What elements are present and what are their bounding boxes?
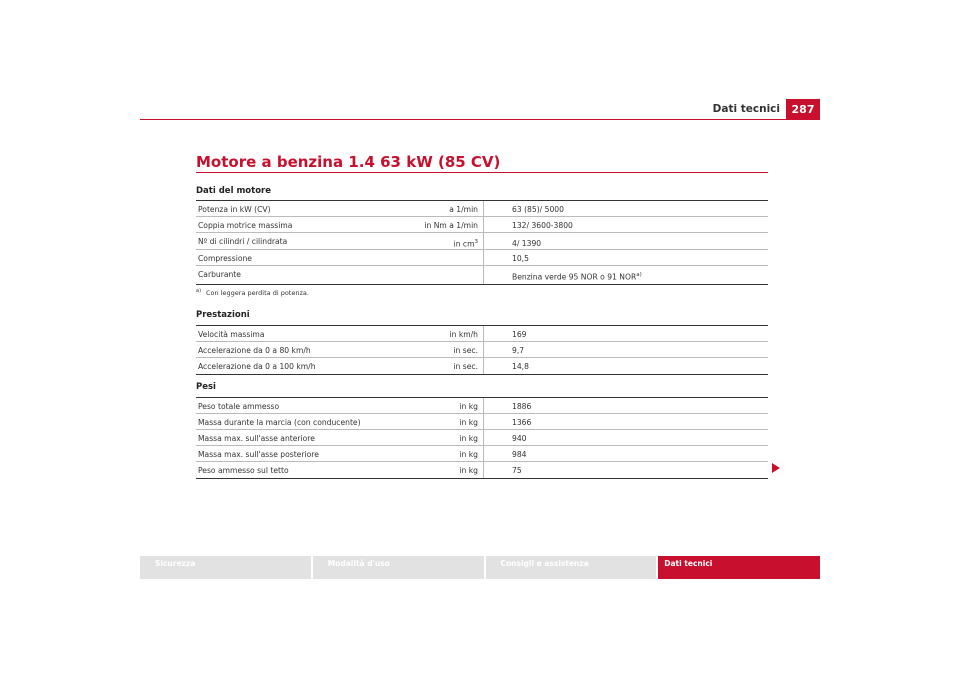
row-label: Potenza in kW (CV) [198,205,271,214]
row-unit: in km/h [449,330,478,339]
section-title: Motore a benzina 1.4 63 kW (85 CV) [196,153,501,171]
row-value [512,272,642,282]
table-row [196,233,768,250]
section-title-rule [196,172,768,173]
row-value: 984 [512,450,527,459]
unit-superscript: 3 [474,239,478,245]
tab-modalita-uso[interactable]: Modalità d'uso [313,556,484,579]
row-value: 75 [512,466,522,475]
row-unit: in kg [459,450,478,459]
table-row [196,446,768,462]
row-label: Peso totale ammesso [198,402,280,411]
row-value: 4/ 1390 [512,239,542,248]
row-unit: in kg [459,466,478,475]
row-unit [454,239,478,249]
footnote-marker: a) [196,288,202,294]
row-label: Compressione [198,254,252,263]
row-value: 14,8 [512,362,529,371]
footnote-ref: a) [636,272,642,278]
tab-sicurezza[interactable]: Sicurezza [140,556,311,579]
page-number: 287 [786,99,820,119]
row-value: 132/ 3600-3800 [512,221,573,230]
table-row [196,430,768,446]
performance-table [196,325,768,375]
table-row [196,326,768,342]
table-row [196,462,768,478]
table-row [196,414,768,430]
row-value: 63 (85)/ 5000 [512,205,564,214]
row-label: Peso ammesso sul tetto [198,466,289,475]
engine-table [196,200,768,285]
row-unit: a 1/min [449,205,478,214]
header-rule [140,119,820,120]
unit-text: in cm [453,239,475,249]
footnote-text: Con leggera perdita di potenza. [206,289,309,298]
triangle-right-icon[interactable] [772,463,780,473]
footer-nav [140,556,820,579]
value-text: Benzina verde 95 NOR o 91 NOR [512,272,637,282]
table-row [196,358,768,374]
row-label: Massa max. sull'asse posteriore [198,450,319,459]
row-label: Coppia motrice massima [198,221,293,230]
row-label: Carburante [198,270,241,279]
weights-heading: Pesi [196,382,216,392]
row-unit: in Nm a 1/min [424,221,478,230]
row-value: 9,7 [512,346,525,355]
row-label: Velocità massima [198,330,265,339]
weights-table [196,397,768,479]
row-unit: in kg [459,434,478,443]
header-title: Dati tecnici [712,103,780,115]
row-value: 1886 [512,402,532,411]
footnote [196,288,309,297]
row-unit: in kg [459,418,478,427]
engine-heading: Dati del motore [196,186,272,196]
row-unit: in sec. [453,362,478,371]
row-value: 940 [512,434,527,443]
performance-heading: Prestazioni [196,310,250,320]
row-label: Accelerazione da 0 a 80 km/h [198,346,311,355]
row-value: 169 [512,330,527,339]
table-row [196,250,768,266]
row-label: Massa max. sull'asse anteriore [198,434,315,443]
row-value: 1366 [512,418,532,427]
table-row [196,266,768,284]
row-label: Accelerazione da 0 a 100 km/h [198,362,316,371]
table-row [196,201,768,217]
tab-dati-tecnici[interactable]: Dati tecnici [658,556,820,579]
table-row [196,217,768,233]
row-unit: in sec. [453,346,478,355]
row-label: Nº di cilindri / cilindrata [198,237,288,246]
table-row [196,342,768,358]
row-unit: in kg [459,402,478,411]
row-label: Massa durante la marcia (con conducente) [198,418,361,427]
table-row [196,398,768,414]
row-value: 10,5 [512,254,529,263]
tab-consigli-assistenza[interactable]: Consigli e assistenza [486,556,657,579]
